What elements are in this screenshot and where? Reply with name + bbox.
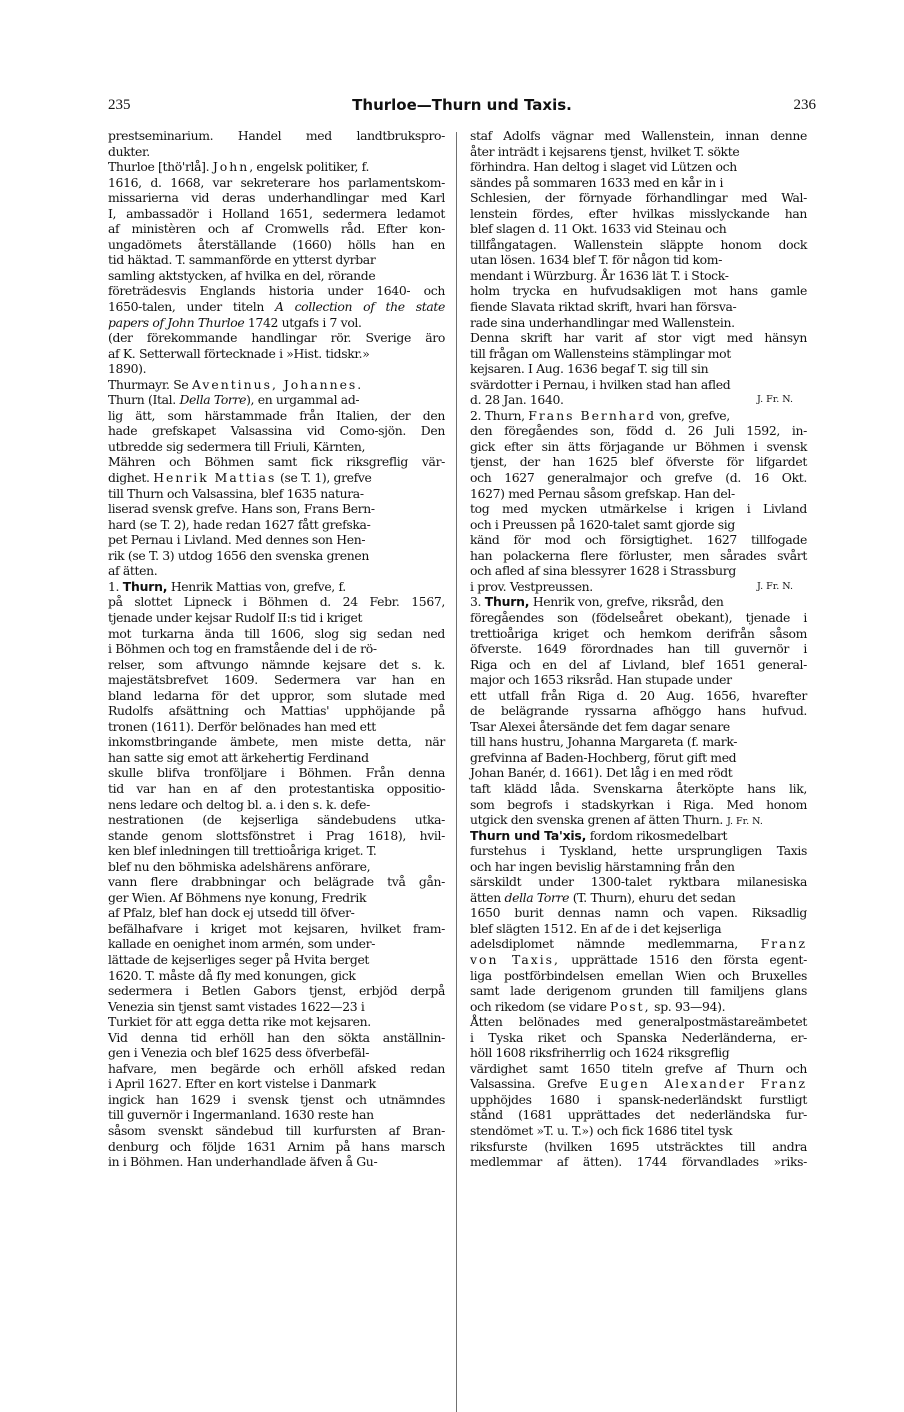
text-line-content: bland ledarna för det uppror, som slutade med [108,687,445,703]
text-line-content: kallade en oenighet inom armén, som under- [108,936,376,952]
text-line [470,532,807,548]
text-line-content: af ätten. [108,563,158,579]
text-line [108,190,445,206]
text-line [108,470,445,486]
text-line [108,1139,445,1155]
text-line [470,968,807,984]
text-line-content: till Thurn och Valsassina, blef 1635 natura- [108,485,364,501]
text-line-content: grefvinna af Baden-Hochberg, förut gift med [470,749,737,765]
text-line-content: 1890). [108,361,147,377]
text-line [470,346,807,362]
text-line [108,719,445,735]
text-line-content: liserad svensk grefve. Hans son, Frans Bern- [108,501,375,517]
text-line [108,890,445,906]
text-line-content: majestätsbrefvet 1609. Sedermera var han en [108,672,445,688]
text-line [470,1030,807,1046]
text-line-content: vann flere drabbningar och belägrade två gån- [108,874,445,890]
text-line [108,626,445,642]
text-line [470,1154,807,1170]
text-line-content: riksfurste (hvilken 1695 utsträcktes till andra [470,1138,807,1154]
text-line-content: i prov. Vestpreussen. [470,578,593,594]
text-line-content: missarierna vid deras underhandlingar med Karl [108,190,445,206]
text-line [470,268,807,284]
text-emphasis: Franz [760,936,807,952]
text-line-content: Tsar Alexei återsände det fem dagar senare [470,718,730,734]
left-column [108,128,445,1170]
text-line-content: papers of John Thurloe 1742 utgafs i 7 vol. [108,314,362,330]
text-line [470,486,807,502]
text-line [470,579,807,595]
text-line-content: adelsdiplomet nämnde medlemmarna, Franz [470,936,807,952]
text-line-content: Valsassina. Grefve Eugen Alexander Franz [470,1076,807,1092]
text-line [108,797,445,813]
text-line-content: lättade de kejserliges seger på Hvita berget [108,951,370,967]
text-line-content: i Tyska riket och Spanska Nederländerna, er- [470,1029,807,1045]
text-line [470,548,807,564]
text-line-content: sändes på sommaren 1633 med en kår in i [470,174,724,190]
text-line-content: dighet. Henrik Mattias (se T. 1), grefve [108,470,372,486]
text-line [108,346,445,362]
text-line [470,610,807,626]
text-line-content: som begrofs i stadskyrkan i Riga. Med honom [470,796,807,812]
text-line [108,408,445,424]
text-line [108,1061,445,1077]
text-line [470,719,807,735]
text-line [470,905,807,921]
text-line [470,921,807,937]
text-line-content: upphöjdes 1680 i spansk-nederländskt furstligt [470,1091,807,1107]
text-line-content: utan lösen. 1634 blef T. för någon tid kom- [470,252,723,268]
text-line-content: Thurloe [thö'rlå]. John, engelsk politiker, f. [108,159,370,175]
text-line-content: höll 1608 riksfriherrlig och 1624 riksgreflig [470,1045,730,1061]
text-line [470,1076,807,1092]
text-line [470,159,807,175]
text-line-content: hafvare, men begärde och erhöll afsked redan [108,1060,445,1076]
text-line [108,952,445,968]
text-line [108,252,445,268]
text-line [108,936,445,952]
text-line [470,734,807,750]
running-title: Thurloe—Thurn und Taxis. [352,96,572,114]
text-line-content: och rikedom (se vidare Post, sp. 93—94). [470,998,726,1014]
text-line-content: tillfångatagen. Wallenstein släppte honom dock [470,236,807,252]
text-line [470,175,807,191]
text-line [470,392,807,408]
text-line [108,1014,445,1030]
text-line [108,579,445,595]
text-line [108,610,445,626]
text-line [470,1014,807,1030]
text-line-content: Åtten belönades med generalpostmästareämbetet [470,1014,807,1030]
text-line [108,750,445,766]
text-line [470,237,807,253]
text-line-content: utbredde sig sedermera till Friuli, Kärnten, [108,438,366,454]
text-line-content: hade grefskapet Valsassina vid Como-sjön. Den [108,423,445,439]
text-line-content: af Pfalz, blef han dock ej utsedd till öfver- [108,905,355,921]
text-line-content: och 1627 generalmajor och grefve (d. 16 Okt. [470,470,807,486]
text-line [108,703,445,719]
text-line-content: nens ledare och deltog bl. a. i den s. k. defe- [108,796,370,812]
text-line [108,921,445,937]
text-line-content: major och 1653 riksråd. Han stupade under [470,672,732,688]
text-emphasis: papers of John Thurloe [108,314,245,330]
text-line [470,377,807,393]
text-line [108,128,445,144]
text-line-content: 2. Thurn, Frans Bernhard von, grefve, [470,407,730,423]
text-line [108,812,445,828]
text-line [470,843,807,859]
text-line-content: i April 1627. Efter en kort vistelse i Danmark [108,1076,376,1092]
text-line [108,517,445,533]
text-line-content: företrädesvis Englands historia under 1640- och [108,283,445,299]
text-line [108,221,445,237]
text-line-content: tjenade under kejsar Rudolf II:s tid i kriget [108,609,363,625]
text-emphasis: Aventinus, Johannes. [191,376,364,392]
text-line [108,1107,445,1123]
text-line-content: tronen (1611). Derför belönades han med ett [108,718,376,734]
text-emphasis: von Taxis, [470,951,560,967]
text-line-content: pet Pernau i Livland. Med dennes son Hen- [108,532,366,548]
text-line-content: skulle blifva tronföljare i Böhmen. Från denna [108,765,445,781]
right-column [470,128,807,1170]
text-line [108,1123,445,1139]
text-line [470,361,807,377]
text-line [108,439,445,455]
text-line [470,750,807,766]
text-line [470,626,807,642]
text-line [470,190,807,206]
text-line-content: ken blef inledningen till trettioåriga kriget. T. [108,843,377,859]
text-line-content: till frågan om Wallensteins stämplingar mot [470,345,731,361]
text-line [470,1092,807,1108]
text-line-content: in i Böhmen. Han underhandlade äfven å Gu- [108,1154,378,1170]
text-line-content: 1. Thurn, Henrik Mattias von, grefve, f. [108,578,346,594]
text-line-content: samling aktstycken, af hvilka en del, rörande [108,267,376,283]
text-line-content: tid var han en af den protestantiska oppositio- [108,780,445,796]
text-line-content: stande genom slottsfönstret i Prag 1618), hvil- [108,827,445,843]
text-line-content: stånd (1681 upprättades det nederländska fur- [470,1107,807,1123]
text-line [470,252,807,268]
text-line [470,1123,807,1139]
text-line [108,968,445,984]
text-line [470,439,807,455]
text-line-content: den föregåendes son, född d. 26 Juli 1592, in- [470,423,807,439]
text-line-content: blef slagen d. 11 Okt. 1633 vid Steinau och [470,221,727,237]
text-emphasis: della Torre [504,889,570,905]
text-line-content: fiende Slavata riktad skrift, hvari han försva- [470,299,737,315]
text-line [470,454,807,470]
text-line-content: mendant i Würzburg. År 1636 lät T. i Stock- [470,267,729,283]
text-line [470,594,807,610]
text-line [470,315,807,331]
text-line-content: von Taxis, upprättade 1516 den första egent- [470,951,807,967]
text-line [108,454,445,470]
text-line-content: Thurmayr. Se Aventinus, Johannes. [108,376,364,392]
text-line-content: dukter. [108,143,150,159]
text-line-content: stendömet »T. u. T.») och fick 1686 titel tysk [470,1123,733,1138]
text-line [470,657,807,673]
text-line [108,672,445,688]
text-line-content: 1627) med Pernau såsom grefskap. Han del- [470,485,735,501]
text-line-content: och i Preussen på 1620-talet samt gjorde sig [470,516,735,532]
text-line-content: Johan Banér, d. 1661). Det låg i en med rödt [470,765,733,781]
text-line [108,688,445,704]
text-line [470,797,807,813]
text-line [470,983,807,999]
text-line [108,392,445,408]
text-line [470,936,807,952]
text-line [108,781,445,797]
text-line [470,563,807,579]
text-line [470,144,807,160]
text-line-content: furstehus i Tyskland, hette ursprungligen Taxis [470,843,807,859]
text-emphasis: A collection of the state [274,299,445,315]
text-line-content: tog med mycken utmärkelse i krigen i Livland [470,501,807,517]
text-line-content: öfverste. 1649 förordnades han till guvernör i [470,641,807,657]
text-line [470,408,807,424]
text-line-content: liga postförbindelsen emellan Wien och Bruxelles [470,967,807,983]
text-line [108,1030,445,1046]
author-signature: J. Fr. N. [757,394,793,406]
author-signature: J. Fr. N. [757,580,793,592]
text-line-content: relser, som aftvungo nämnde kejsare det s. k. [108,656,445,672]
text-line [108,657,445,673]
text-line [470,765,807,781]
text-line [470,890,807,906]
text-line [108,144,445,160]
text-line-content: Denna skrift har varit af stor vigt med hänsyn [470,330,807,346]
text-line [470,952,807,968]
text-line-content: till hans hustru, Johanna Margareta (f. mark- [470,734,738,750]
text-emphasis: Della Torre [179,392,247,408]
text-line-content: Thurn und Ta'xis, fordom rikosmedelbart [470,827,728,843]
text-line-content: lenstein fördes, efter hvilkas misslyckande han [470,205,807,221]
text-line-content: han satte sig emot att ärkehertig Ferdinand [108,749,369,765]
text-line [108,486,445,502]
text-line-content: staf Adolfs vägnar med Wallenstein, innan denne [470,128,807,143]
text-line-content: 1650 burit dennas namn och vapen. Riksadlig [470,905,807,921]
text-line [470,828,807,844]
text-line-content: blef nu den böhmiska adelshärens anförare, [108,858,371,874]
text-line-content: sedermera i Betlen Gabors tjenst, erbjöd derpå [108,983,445,999]
text-line-content: på slottet Lipneck i Böhmen d. 24 Febr. 1567, [108,594,445,610]
text-line-content: medlemmar af ätten). 1744 förvandlades »riks- [470,1154,807,1170]
text-line [108,283,445,299]
text-line [470,517,807,533]
text-line [108,501,445,517]
text-line [108,299,445,315]
text-line [470,703,807,719]
text-line-content: blef slägten 1512. En af de i det kejserliga [470,920,722,936]
text-line-content: ätten della Torre (T. Thurn), ehuru det sedan [470,889,736,905]
text-line-content: till guvernör i Ingermanland. 1630 reste han [108,1107,374,1123]
text-line [108,641,445,657]
text-line-content: ungadömets återställande (1660) hölls han en [108,236,445,252]
text-line [470,812,807,828]
text-line-content: Vid denna tid erhöll han den sökta anställnin- [108,1029,445,1045]
text-line-content: lig ätt, som härstammade från Italien, der den [108,407,445,423]
text-line [470,501,807,517]
text-line [108,843,445,859]
text-line [470,641,807,657]
text-line-content: ett utfall från Riga d. 20 Aug. 1656, hvarefter [470,687,807,703]
text-line [108,175,445,191]
text-line-content: holm trycka en hufvudsakligen mot hans gamle [470,283,807,299]
text-line [108,268,445,284]
text-line-content: mot turkarna ända till 1606, slog sig sedan ned [108,625,445,641]
text-line [470,221,807,237]
text-line [108,206,445,222]
text-emphasis: John [212,159,250,175]
text-line-content: ingick han 1629 i svensk tjenst och utnämndes [108,1091,445,1107]
text-line-content: han polackerna flere förluster, men sårades svårt [470,547,807,563]
text-line-content: 1650-talen, under titeln A collection of the state [108,299,445,315]
text-line-content: Riga och en del af Livland, blef 1651 general- [470,656,807,672]
text-line-content: värdighet samt 1650 titeln grefve af Thurn och [470,1060,807,1076]
text-emphasis: Thurn und Ta'xis, [470,827,587,843]
text-line-content: nestrationen (de kejserliga sändebudens utka- [108,812,445,828]
text-line-content: denburg och följde 1631 Arnim på hans marsch [108,1138,445,1154]
text-line [108,315,445,331]
text-line [108,734,445,750]
text-emphasis: Frans Bernhard [528,407,657,423]
text-line [108,423,445,439]
text-line-content: Venezia sin tjenst samt vistades 1622—23 i [108,998,365,1014]
text-line [470,330,807,346]
text-line-content: de belägrande ryssarna afhöggo hans hufvud. [470,703,807,719]
text-emphasis: Henrik Mattias [153,470,277,486]
text-line [108,859,445,875]
text-line-content: gen i Venezia och blef 1625 dess öfverbefäl- [108,1045,370,1061]
text-line [108,594,445,610]
text-line [108,765,445,781]
text-emphasis: Thurn, [122,578,168,594]
text-line-content: tjenst, der han 1625 blef öfverste för lifgardet [470,454,807,470]
text-line-content: 1616, d. 1668, var sekreterare hos parlamentskom- [108,174,445,190]
page-number-left: 235 [108,97,131,113]
text-line-content: utgick den svenska grenen af ätten Thurn. [470,812,723,828]
text-line [470,1045,807,1061]
text-line [470,874,807,890]
text-line-content: prestseminarium. Handel med landtbrukspro- [108,128,445,143]
text-line [108,828,445,844]
text-line-content: taft klädd låda. Svenskarna återköpte hans lik, [470,780,807,796]
text-line [108,1076,445,1092]
text-line [108,1092,445,1108]
text-line [470,283,807,299]
text-line-content: ger Wien. Af Böhmens nye konung, Fredrik [108,889,367,905]
text-line-content: Rudolfs afsättning och Mattias' upphöjande på [108,703,445,719]
author-signature: J. Fr. N. [726,816,763,828]
text-line [108,548,445,564]
text-line-content: kejsaren. I Aug. 1636 begaf T. sig till sin [470,361,709,377]
text-line [470,470,807,486]
text-line-content: rade sina underhandlingar med Wallenstein. [470,314,735,330]
text-line [470,206,807,222]
text-line [108,361,445,377]
text-line [470,781,807,797]
text-line [108,237,445,253]
text-line-content: Thurn (Ital. Della Torre), en urgammal ad- [108,392,360,408]
text-line-content: af ministèren och af Cromwells råd. Efter kon- [108,221,445,237]
text-line-content: af K. Setterwall förtecknade i »Hist. tidskr.» [108,345,370,361]
text-line [470,688,807,704]
text-line [470,999,807,1015]
text-line-content: och afled af sina blessyrer 1628 i Strassburg [470,563,736,579]
text-line-content: förhindra. Han deltog i slaget vid Lützen och [470,159,737,175]
text-line-content: såsom svenskt sändebud till kurfursten af Bran- [108,1123,445,1138]
text-line [108,983,445,999]
text-line [108,563,445,579]
text-line-content: Turkiet för att egga detta rike mot kejsaren. [108,1014,371,1030]
text-line-content: Schlesien, der förnyade förhandlingar med Wal- [470,190,807,206]
text-emphasis: Eugen Alexander Franz [599,1076,807,1092]
text-line-content: 1620. T. måste då fly med konungen, gick [108,967,356,983]
text-line [470,1107,807,1123]
text-line-content: inkomstbringande ämbete, men miste detta, när [108,734,445,750]
text-line-content: föregåendes son (födelseåret obekant), tjenade i [470,609,807,625]
text-line-content: i Böhmen och tog en framstående del i de rö- [108,641,377,657]
text-emphasis: Post, [610,998,651,1014]
running-header [108,94,816,116]
text-line-content: (der förekommande handlingar rör. Sverige äro [108,330,445,346]
text-line [470,1139,807,1155]
text-line-content: 3. Thurn, Henrik von, grefve, riksråd, den [470,594,724,610]
text-line [470,859,807,875]
text-line [470,423,807,439]
text-line-content: gick efter sin ätts förjagande ur Böhmen i svensk [470,438,807,454]
column-divider [456,132,457,1412]
text-line-content: särskildt under 1300-talet ryktbara milanesiska [470,874,807,890]
text-line [108,377,445,393]
text-line-content: I, ambassadör i Holland 1651, sedermera ledamot [108,205,445,221]
text-line-content: samt lade derigenom grunden till familjens glans [470,983,807,999]
text-line [470,672,807,688]
text-line [470,1061,807,1077]
text-line [108,1154,445,1170]
page-number-right: 236 [793,97,816,113]
text-line [470,299,807,315]
text-line [108,1045,445,1061]
text-line-content: rik (se T. 3) utdog 1656 den svenska grenen [108,547,369,563]
text-line-content: och har ingen bevislig härstamning från den [470,858,735,874]
text-line [108,999,445,1015]
text-line [108,905,445,921]
text-line [108,159,445,175]
text-line-content: svärdotter i Pernau, i hvilken stad han afled [470,376,731,392]
text-line-content: trettioåriga kriget och hemkom derifrån såsom [470,625,807,641]
text-line [108,330,445,346]
text-emphasis: Thurn, [484,594,530,610]
text-line-content: d. 28 Jan. 1640. [470,392,564,408]
text-line-content: känd för mod och försigtighet. 1627 tillfogade [470,532,807,548]
text-line-content: tid häktad. T. sammanförde en ytterst dyrbar [108,252,376,268]
text-line [470,128,807,144]
text-line [108,532,445,548]
text-line-content: hard (se T. 2), hade redan 1627 fått grefska- [108,516,371,532]
text-line [108,874,445,890]
text-line-content: befälhafvare i kriget mot kejsaren, hvilket fram- [108,920,445,936]
text-line-content: åter inträdt i kejsarens tjenst, hvilket T. sökte [470,143,740,159]
text-line-content: Mähren och Böhmen samt fick riksgreflig vär- [108,454,445,470]
